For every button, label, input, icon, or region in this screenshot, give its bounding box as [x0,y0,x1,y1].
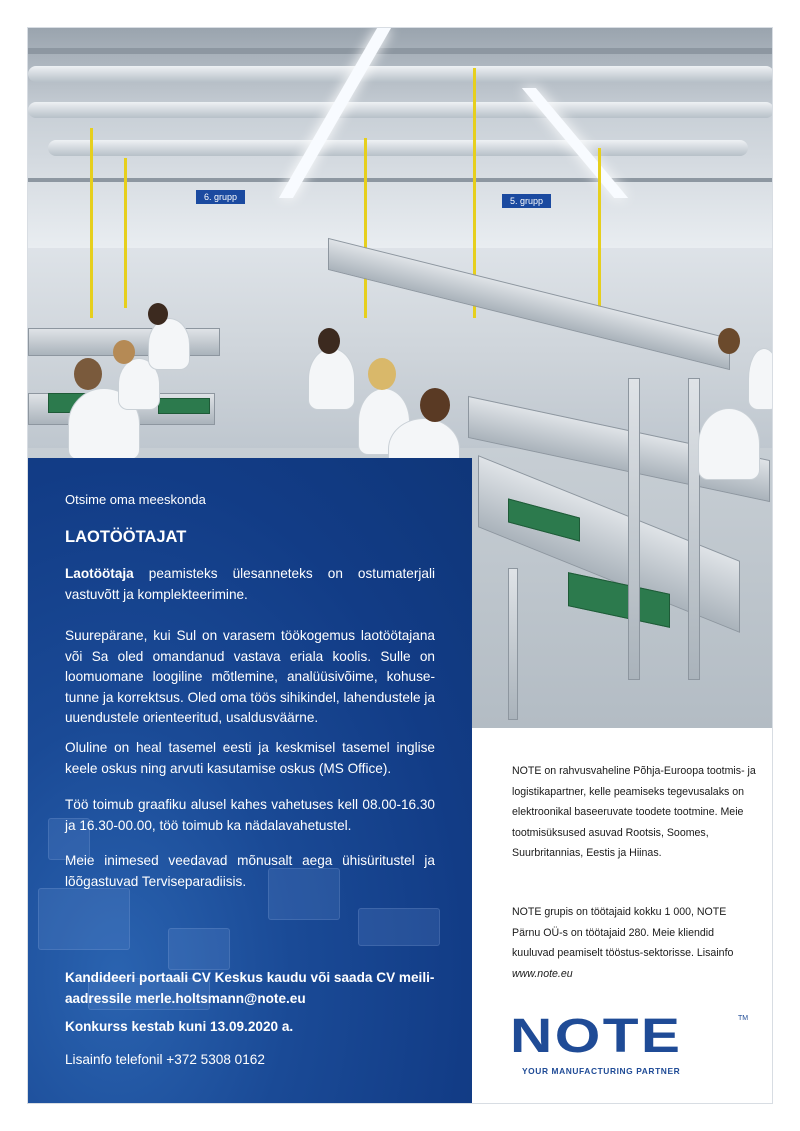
ceiling [28,28,773,248]
logo-tagline: YOUR MANUFACTURING PARTNER [522,1066,681,1076]
sign-group-5: 5. grupp [502,194,551,208]
paragraph-languages: Oluline on heal tasemel eesti ja keskmisel tasemel inglise keele oskus ning arvuti kasutamise oskus (MS Office). [65,740,435,776]
blue-text-panel [28,458,472,1104]
paragraph-duties [65,564,435,605]
deadline: Konkurss kestab kuni 13.09.2020 a. [65,1019,294,1034]
paragraph-requirements: Suurepärane, kui Sul on varasem töökogemus laotöötajana või Sa oled omandanud vastava eriala koolis. Sulle on loomuomane loogiline mõtlemine, analüüsivõime, kohuse-tunne ja korrektsus. Oled oma töös sihikindel, lahendustele ja uuendustele orienteeritud, usaldusväärne. [65,628,435,725]
apply-instructions: Kandideeri portaali CV Keskus kaudu või saada CV meili-aadressile merle.holtsmann@note.eu [65,970,435,1006]
job-title: LAOTÖÖTAJAT [65,528,187,546]
logo-word: NOTE [510,1010,683,1063]
job-ad [27,27,773,1104]
company-staff-text: NOTE grupis on töötajaid kokku 1 000, NOTE Pärnu OÜ-s on töötajaid 280. Meie kliendid kuuluvad peamiselt tööstus-sektorisse. Lisainfo [512,906,734,959]
logo-trademark: TM [738,1015,749,1022]
company-staff [512,902,757,984]
note-logo [510,1010,749,1076]
company-url[interactable]: www.note.eu [512,967,573,980]
paragraph-schedule: Töö toimub graafiku alusel kahes vahetuses kell 08.00-16.30 ja 16.30-00.00, töö toimub ka nädalavahetustel. [65,797,435,833]
duties-bold-lead: Laotöötaja [65,566,134,581]
duties-text: peamisteks ülesanneteks on ostumaterjali vastuvõtt ja komplekteerimine. [65,566,435,602]
phone-info: Lisainfo telefonil +372 5308 0162 [65,1052,265,1067]
sign-group-6: 6. grupp [196,190,245,204]
company-about: NOTE on rahvusvaheline Põhja-Euroopa tootmis- ja logistikapartner, kelle peamiseks tegevusalaks on elektroonikal baseeruvate toodete tootmine. Meie tootmisüksused asuvad Rootsis, Soomes, Suurbritannias, Eestis ja Hiinas. [512,765,756,859]
subtitle: Otsime oma meeskonda [65,492,206,507]
paragraph-events: Meie inimesed veedavad mõnusalt aega ühisüritustel ja lõõgastuvad Terviseparadiisis. [65,853,435,889]
